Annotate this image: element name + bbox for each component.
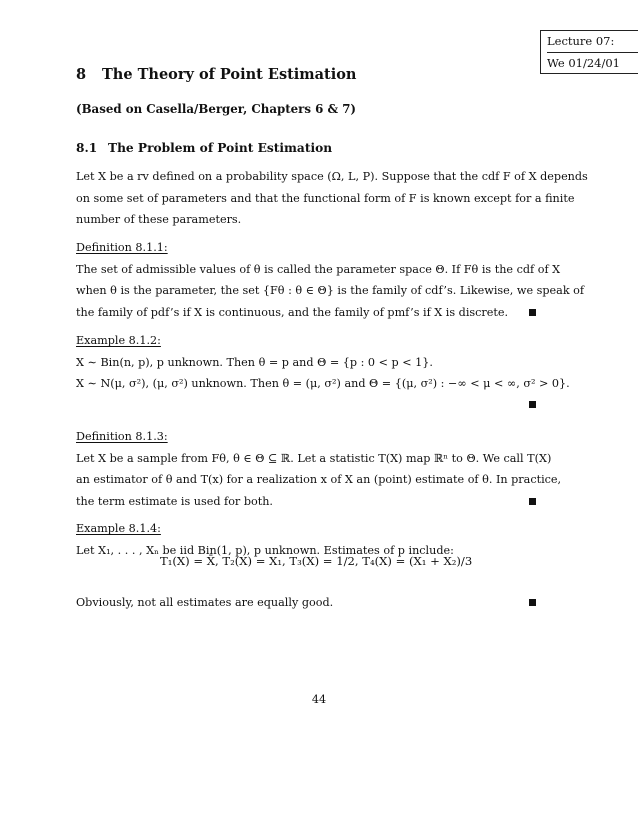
intro-line: number of these parameters. [76,213,242,226]
definition-line: when θ is the parameter, the set {Fθ : θ ∈ Θ} is the family of cdf’s. Likewise, we speak of [76,284,585,297]
definition-8-1-1 [76,237,585,323]
definition-line-text: the family of pdf’s if X is continuous, and the family of pmf’s if X is discrete. [76,305,509,319]
definition-line: an estimator of θ and T(x) for a realization x of X an (point) estimate of θ. In practice, [76,473,562,486]
example-line: X ∼ N(μ, σ²), (μ, σ²) unknown. Then θ = (μ, σ²) and Θ = {(μ, σ²) : −∞ < μ < ∞, σ² > 0}. [76,377,570,390]
qed-square-icon [529,309,536,316]
example-heading: Example 8.1.2: [76,334,161,347]
intro-line: on some set of parameters and that the functional form of F is known except for a finite [76,191,575,205]
definition-heading: Definition 8.1.1: [76,241,168,254]
page-number: 44 [311,693,327,706]
definition-line: The set of admissible values of θ is called the parameter space Θ. If Fθ is the cdf of X [76,262,561,276]
definition-line: Let X be a sample from Fθ, θ ∈ Θ ⊆ ℝ. Let a statistic T(X) map ℝⁿ to Θ. We call T(X) [76,451,552,465]
intro-line: Let X be a rv defined on a probability space (Ω, L, P). Suppose that the cdf F of X depends [76,170,588,183]
qed-square-icon [529,599,536,606]
lecture-number: Lecture 07: [547,31,638,53]
example-end [76,395,538,415]
qed-square-icon [529,401,536,408]
example-heading: Example 8.1.4: [76,522,161,535]
definition-line [76,302,538,324]
section-number: 8 [76,66,87,83]
definition-8-1-3 [76,426,562,512]
example-closing [76,592,538,614]
section-title [76,66,356,83]
example-line: X ∼ Bin(n, p), p unknown. Then θ = p and Θ = {p : 0 < p < 1}. [76,355,433,369]
subsection-title [76,141,332,155]
estimator-formula: T₁(X) = X̄, T₂(X) = X₁, T₃(X) = 1/2, T₄(X) = (X₁ + X₂)/3 [160,554,473,568]
definition-line [76,491,538,513]
subsection-title-text: The Problem of Point Estimation [108,141,333,155]
example-line [76,592,538,614]
example-line: Let X₁, . . . , Xₙ be iid Bin(1, p), p unknown. Estimates of p include: [76,543,454,557]
definition-heading: Definition 8.1.3: [76,430,168,443]
lecture-info-box [540,30,638,74]
qed-square-icon [529,498,536,505]
example-8-1-2 [76,330,570,415]
lecture-date: We 01/24/01 [547,56,620,70]
intro-paragraph [76,166,588,231]
subsection-number: 8.1 [76,141,98,155]
definition-line-text: the term estimate is used for both. [76,494,273,508]
based-on-note: (Based on Casella/Berger, Chapters 6 & 7) [76,102,357,116]
closing-text: Obviously, not all estimates are equally good. [76,596,334,609]
section-title-text: The Theory of Point Estimation [102,66,357,83]
